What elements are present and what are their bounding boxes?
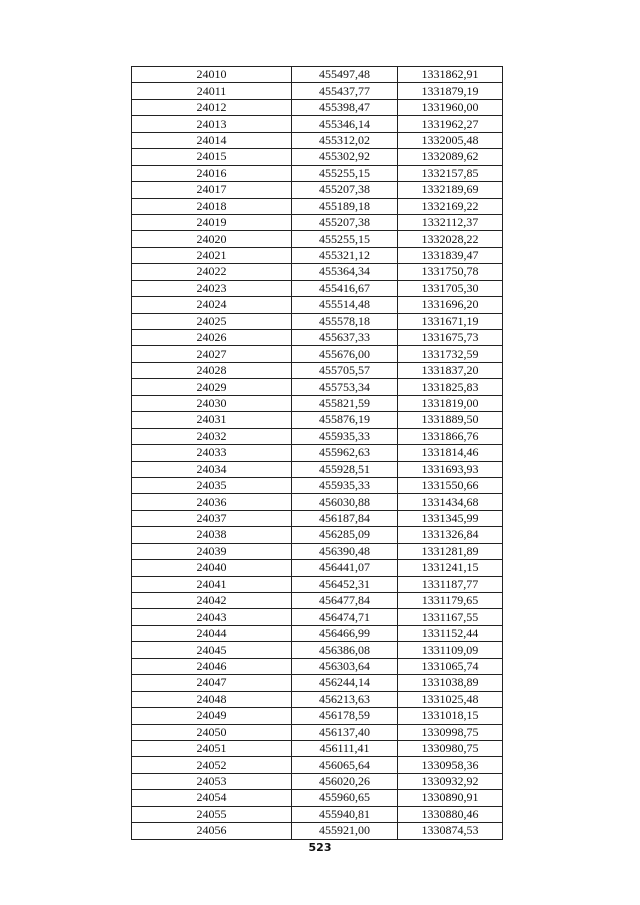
table-row [132,576,503,592]
x-coordinate-cell: 456187,84 [292,510,398,526]
table-row [132,494,503,510]
table-row [132,264,503,280]
point-id-cell: 24027 [132,346,292,362]
y-coordinate-cell: 1331152,44 [398,625,503,641]
x-coordinate-cell: 455312,02 [292,132,398,148]
y-coordinate-cell: 1331866,76 [398,428,503,444]
table-row [132,740,503,756]
y-coordinate-cell: 1331732,59 [398,346,503,362]
table-row [132,330,503,346]
table-row [132,757,503,773]
y-coordinate-cell: 1330874,53 [398,823,503,839]
y-coordinate-cell: 1331696,20 [398,297,503,313]
x-coordinate-cell: 456441,07 [292,560,398,576]
table-row [132,691,503,707]
x-coordinate-cell: 456452,31 [292,576,398,592]
point-id-cell: 24046 [132,658,292,674]
point-id-cell: 24014 [132,132,292,148]
table-row [132,527,503,543]
point-id-cell: 24044 [132,625,292,641]
point-id-cell: 24034 [132,461,292,477]
table-row [132,214,503,230]
point-id-cell: 24056 [132,823,292,839]
x-coordinate-cell: 456111,41 [292,740,398,756]
point-id-cell: 24038 [132,527,292,543]
y-coordinate-cell: 1330880,46 [398,806,503,822]
x-coordinate-cell: 456178,59 [292,708,398,724]
point-id-cell: 24018 [132,198,292,214]
x-coordinate-cell: 455940,81 [292,806,398,822]
x-coordinate-cell: 455255,15 [292,231,398,247]
table-row [132,198,503,214]
y-coordinate-cell: 1330932,92 [398,773,503,789]
point-id-cell: 24030 [132,395,292,411]
x-coordinate-cell: 455935,33 [292,477,398,493]
point-id-cell: 24033 [132,445,292,461]
table-row [132,790,503,806]
table-row [132,445,503,461]
y-coordinate-cell: 1331705,30 [398,280,503,296]
point-id-cell: 24042 [132,593,292,609]
point-id-cell: 24025 [132,313,292,329]
table-row [132,83,503,99]
table-row [132,231,503,247]
x-coordinate-cell: 456213,63 [292,691,398,707]
x-coordinate-cell: 455676,00 [292,346,398,362]
table-row [132,149,503,165]
table-row [132,116,503,132]
point-id-cell: 24011 [132,83,292,99]
y-coordinate-cell: 1332169,22 [398,198,503,214]
point-id-cell: 24035 [132,477,292,493]
x-coordinate-cell: 456466,99 [292,625,398,641]
point-id-cell: 24049 [132,708,292,724]
y-coordinate-cell: 1331839,47 [398,247,503,263]
point-id-cell: 24040 [132,560,292,576]
table-row [132,593,503,609]
y-coordinate-cell: 1331550,66 [398,477,503,493]
x-coordinate-cell: 456065,64 [292,757,398,773]
point-id-cell: 24052 [132,757,292,773]
point-id-cell: 24021 [132,247,292,263]
table-row [132,297,503,313]
y-coordinate-cell: 1331862,91 [398,67,503,83]
point-id-cell: 24036 [132,494,292,510]
y-coordinate-cell: 1331018,15 [398,708,503,724]
point-id-cell: 24020 [132,231,292,247]
x-coordinate-cell: 455960,65 [292,790,398,806]
y-coordinate-cell: 1331671,19 [398,313,503,329]
point-id-cell: 24017 [132,182,292,198]
table-row [132,362,503,378]
point-id-cell: 24024 [132,297,292,313]
x-coordinate-cell: 455821,59 [292,395,398,411]
table-row [132,510,503,526]
point-id-cell: 24037 [132,510,292,526]
point-id-cell: 24050 [132,724,292,740]
y-coordinate-cell: 1331179,65 [398,593,503,609]
y-coordinate-cell: 1331825,83 [398,379,503,395]
y-coordinate-cell: 1331960,00 [398,99,503,115]
x-coordinate-cell: 456390,48 [292,543,398,559]
x-coordinate-cell: 455876,19 [292,412,398,428]
point-id-cell: 24045 [132,642,292,658]
y-coordinate-cell: 1331819,00 [398,395,503,411]
table-row [132,428,503,444]
table-row [132,165,503,181]
y-coordinate-cell: 1330980,75 [398,740,503,756]
y-coordinate-cell: 1331675,73 [398,330,503,346]
point-id-cell: 24022 [132,264,292,280]
table-row [132,379,503,395]
y-coordinate-cell: 1331038,89 [398,675,503,691]
point-id-cell: 24026 [132,330,292,346]
y-coordinate-cell: 1331326,84 [398,527,503,543]
table-row [132,247,503,263]
y-coordinate-cell: 1331281,89 [398,543,503,559]
point-id-cell: 24054 [132,790,292,806]
x-coordinate-cell: 455302,92 [292,149,398,165]
point-id-cell: 24016 [132,165,292,181]
table-row [132,461,503,477]
x-coordinate-cell: 456303,64 [292,658,398,674]
y-coordinate-cell: 1332028,22 [398,231,503,247]
x-coordinate-cell: 455416,67 [292,280,398,296]
y-coordinate-cell: 1331962,27 [398,116,503,132]
x-coordinate-cell: 455928,51 [292,461,398,477]
y-coordinate-cell: 1332157,85 [398,165,503,181]
coordinates-table [131,66,503,840]
x-coordinate-cell: 456477,84 [292,593,398,609]
y-coordinate-cell: 1331065,74 [398,658,503,674]
point-id-cell: 24053 [132,773,292,789]
point-id-cell: 24013 [132,116,292,132]
y-coordinate-cell: 1332089,62 [398,149,503,165]
y-coordinate-cell: 1332112,37 [398,214,503,230]
x-coordinate-cell: 455637,33 [292,330,398,346]
point-id-cell: 24012 [132,99,292,115]
x-coordinate-cell: 456030,88 [292,494,398,510]
y-coordinate-cell: 1331879,19 [398,83,503,99]
y-coordinate-cell: 1331434,68 [398,494,503,510]
y-coordinate-cell: 1331025,48 [398,691,503,707]
table-row [132,477,503,493]
y-coordinate-cell: 1331814,46 [398,445,503,461]
y-coordinate-cell: 1330890,91 [398,790,503,806]
point-id-cell: 24019 [132,214,292,230]
table-row [132,823,503,839]
table-row [132,609,503,625]
x-coordinate-cell: 455753,34 [292,379,398,395]
y-coordinate-cell: 1331167,55 [398,609,503,625]
table-row [132,724,503,740]
table-row [132,642,503,658]
x-coordinate-cell: 455207,38 [292,182,398,198]
x-coordinate-cell: 455437,77 [292,83,398,99]
x-coordinate-cell: 456020,26 [292,773,398,789]
y-coordinate-cell: 1332005,48 [398,132,503,148]
table-row [132,132,503,148]
y-coordinate-cell: 1331345,99 [398,510,503,526]
y-coordinate-cell: 1331187,77 [398,576,503,592]
point-id-cell: 24047 [132,675,292,691]
point-id-cell: 24015 [132,149,292,165]
y-coordinate-cell: 1331109,09 [398,642,503,658]
x-coordinate-cell: 455921,00 [292,823,398,839]
table-row [132,773,503,789]
x-coordinate-cell: 456285,09 [292,527,398,543]
coordinates-table-body [132,67,503,840]
table-row [132,395,503,411]
point-id-cell: 24010 [132,67,292,83]
table-row [132,560,503,576]
point-id-cell: 24051 [132,740,292,756]
table-row [132,412,503,428]
y-coordinate-cell: 1332189,69 [398,182,503,198]
x-coordinate-cell: 455962,63 [292,445,398,461]
point-id-cell: 24028 [132,362,292,378]
table-row [132,182,503,198]
point-id-cell: 24032 [132,428,292,444]
point-id-cell: 24043 [132,609,292,625]
table-row [132,543,503,559]
point-id-cell: 24039 [132,543,292,559]
y-coordinate-cell: 1331693,93 [398,461,503,477]
x-coordinate-cell: 455705,57 [292,362,398,378]
point-id-cell: 24023 [132,280,292,296]
x-coordinate-cell: 456474,71 [292,609,398,625]
x-coordinate-cell: 455346,14 [292,116,398,132]
point-id-cell: 24029 [132,379,292,395]
x-coordinate-cell: 455321,12 [292,247,398,263]
y-coordinate-cell: 1331837,20 [398,362,503,378]
point-id-cell: 24048 [132,691,292,707]
y-coordinate-cell: 1330998,75 [398,724,503,740]
y-coordinate-cell: 1331889,50 [398,412,503,428]
table-row [132,67,503,83]
table-row [132,313,503,329]
x-coordinate-cell: 455578,18 [292,313,398,329]
table-row [132,346,503,362]
x-coordinate-cell: 456244,14 [292,675,398,691]
x-coordinate-cell: 455255,15 [292,165,398,181]
x-coordinate-cell: 455364,34 [292,264,398,280]
x-coordinate-cell: 455935,33 [292,428,398,444]
page-number: 523 [308,841,332,854]
x-coordinate-cell: 455189,18 [292,198,398,214]
table-row [132,280,503,296]
table-row [132,806,503,822]
x-coordinate-cell: 455398,47 [292,99,398,115]
table-row [132,675,503,691]
y-coordinate-cell: 1331241,15 [398,560,503,576]
y-coordinate-cell: 1330958,36 [398,757,503,773]
x-coordinate-cell: 455497,48 [292,67,398,83]
x-coordinate-cell: 456137,40 [292,724,398,740]
y-coordinate-cell: 1331750,78 [398,264,503,280]
table-row [132,658,503,674]
point-id-cell: 24041 [132,576,292,592]
table-row [132,708,503,724]
table-row [132,99,503,115]
table-row [132,625,503,641]
x-coordinate-cell: 455207,38 [292,214,398,230]
point-id-cell: 24031 [132,412,292,428]
x-coordinate-cell: 455514,48 [292,297,398,313]
x-coordinate-cell: 456386,08 [292,642,398,658]
point-id-cell: 24055 [132,806,292,822]
